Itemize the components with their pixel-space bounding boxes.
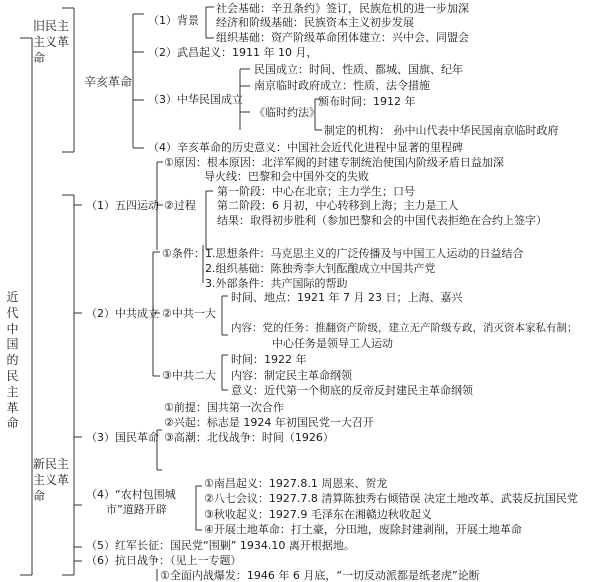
ccp-founding-label: （2）中共成立: [86, 307, 159, 320]
root-label: 近代中国的民主革命: [6, 290, 19, 431]
new-revolution-label: 新民主主义革命: [33, 457, 70, 503]
background-label: （1）背景: [148, 14, 199, 27]
first-congress-time: 时间、地点：1921 年 7 月 23 日；上海、嘉兴: [231, 291, 463, 304]
roc-founding-label: （3）中华民国成立: [148, 93, 243, 106]
may-fourth-stage-1: 第一阶段：中心在北京；主力学生；口号: [217, 185, 415, 198]
background-economic: 经济和阶级基础：民族资本主义初步发展: [216, 16, 414, 29]
august-seventh-meeting: ②八七会议：1927.7.8 清算陈独秀右倾错误 决定土地改革、武装反抗国民党: [204, 492, 578, 505]
first-congress-central-task: 中心任务是领导工人运动: [272, 337, 393, 350]
ccp-condition-organization: 2.组织基础：陈独秀李大钊酝酿成立中国共产党: [205, 262, 436, 275]
second-congress-time: 时间：1922 年: [231, 353, 307, 366]
provisional-constitution-label: 《临时约法》: [254, 106, 320, 119]
old-revolution-label: 旧民主主义革命: [33, 19, 70, 65]
background-social: 社会基础：辛丑条约》签订，民族危机的进一步加深: [216, 2, 469, 15]
constitution-institution: 制定的机构： 孙中山代表中华民国南京临时政府: [324, 124, 559, 137]
autumn-harvest-uprising: ③秋收起义：1927.9 毛泽东在湘赣边秋收起义: [204, 508, 432, 521]
may-fourth-fuse: 导火线：巴黎和会中国外交的失败: [204, 170, 369, 183]
may-fourth-label: （1）五四运动: [86, 199, 159, 212]
national-revolution-premise: ①前提：国共第一次合作: [164, 401, 284, 414]
may-fourth-result: 结果：取得初步胜利（参加巴黎和会的中国代表拒绝在合约上签字）: [217, 214, 547, 227]
land-revolution: ④开展土地革命：打土豪，分田地，废除封建剥削，开展土地革命: [204, 523, 522, 536]
long-march: （5）红军长征：国民党“围剿” 1934.10 离开根据地。: [86, 539, 355, 552]
may-fourth-process-label: ②过程: [164, 199, 196, 212]
nanjing-government-item: 南京临时政府成立：性质、法令措施: [254, 79, 430, 92]
xinhai-revolution-label: 辛亥革命: [84, 75, 133, 89]
anti-japanese-war: （6）抗日战争：（见上一专题）: [86, 554, 242, 567]
second-congress-meaning: 意义：近代第一个彻底的反帝反封建民主革命纲领: [231, 384, 473, 397]
roc-founding-item: 民国成立：时间、性质、都城、国旗、纪年: [254, 63, 463, 76]
ccp-condition-ideology: 1.思想条件：马克思主义的广泛传播及与中国工人运动的日益结合: [205, 247, 524, 260]
second-congress-content: 内容：制定民主革命纲领: [231, 369, 352, 382]
rural-route-label-line-1: （4）“农村包围城: [86, 488, 176, 501]
national-revolution-label: （3）国民革命: [86, 431, 159, 444]
rural-route-label-line-2: 市”道路开辟: [106, 503, 167, 516]
may-fourth-cause: ①原因：根本原因：北洋军阀的封建专制统治使国内阶级矛盾日益加深: [164, 156, 504, 169]
first-congress-content: 内容：党的任务：推翻资产阶级，建立无产阶级专政，消灭资本家私有制；: [231, 322, 578, 334]
nanchang-uprising: ①南昌起义：1927.8.1 周恩来、贺龙: [204, 477, 388, 490]
national-revolution-rise: ②兴起：标志是 1924 年初国民党一大召开: [164, 416, 374, 429]
wuchang-uprising: （2）武昌起义：1911 年 10 月，: [148, 46, 318, 59]
may-fourth-stage-2: 第二阶段：6 月初，中心转移到上海；主力是工人: [217, 199, 459, 212]
first-congress-label: ②中共一大: [162, 307, 216, 320]
national-revolution-climax: ③高潮：北伐战争：时间（1926）: [164, 431, 334, 444]
civil-war-outbreak: ①全面内战爆发：1946 年 6 月底，“一切反动派都是纸老虎”论断: [160, 569, 480, 582]
ccp-condition-external: 3.外部条件：共产国际的帮助: [205, 277, 348, 290]
constitution-date: 颁布时间：1912 年: [318, 95, 416, 108]
second-congress-label: ③中共二大: [162, 369, 216, 382]
ccp-conditions-label: ①条件：: [162, 247, 205, 260]
xinhai-significance: （4）辛亥革命的历史意义：中国社会近代化进程中显著的里程碑: [148, 141, 463, 154]
background-organization: 组织基础：资产阶级革命团体建立：兴中会、同盟会: [216, 31, 469, 44]
